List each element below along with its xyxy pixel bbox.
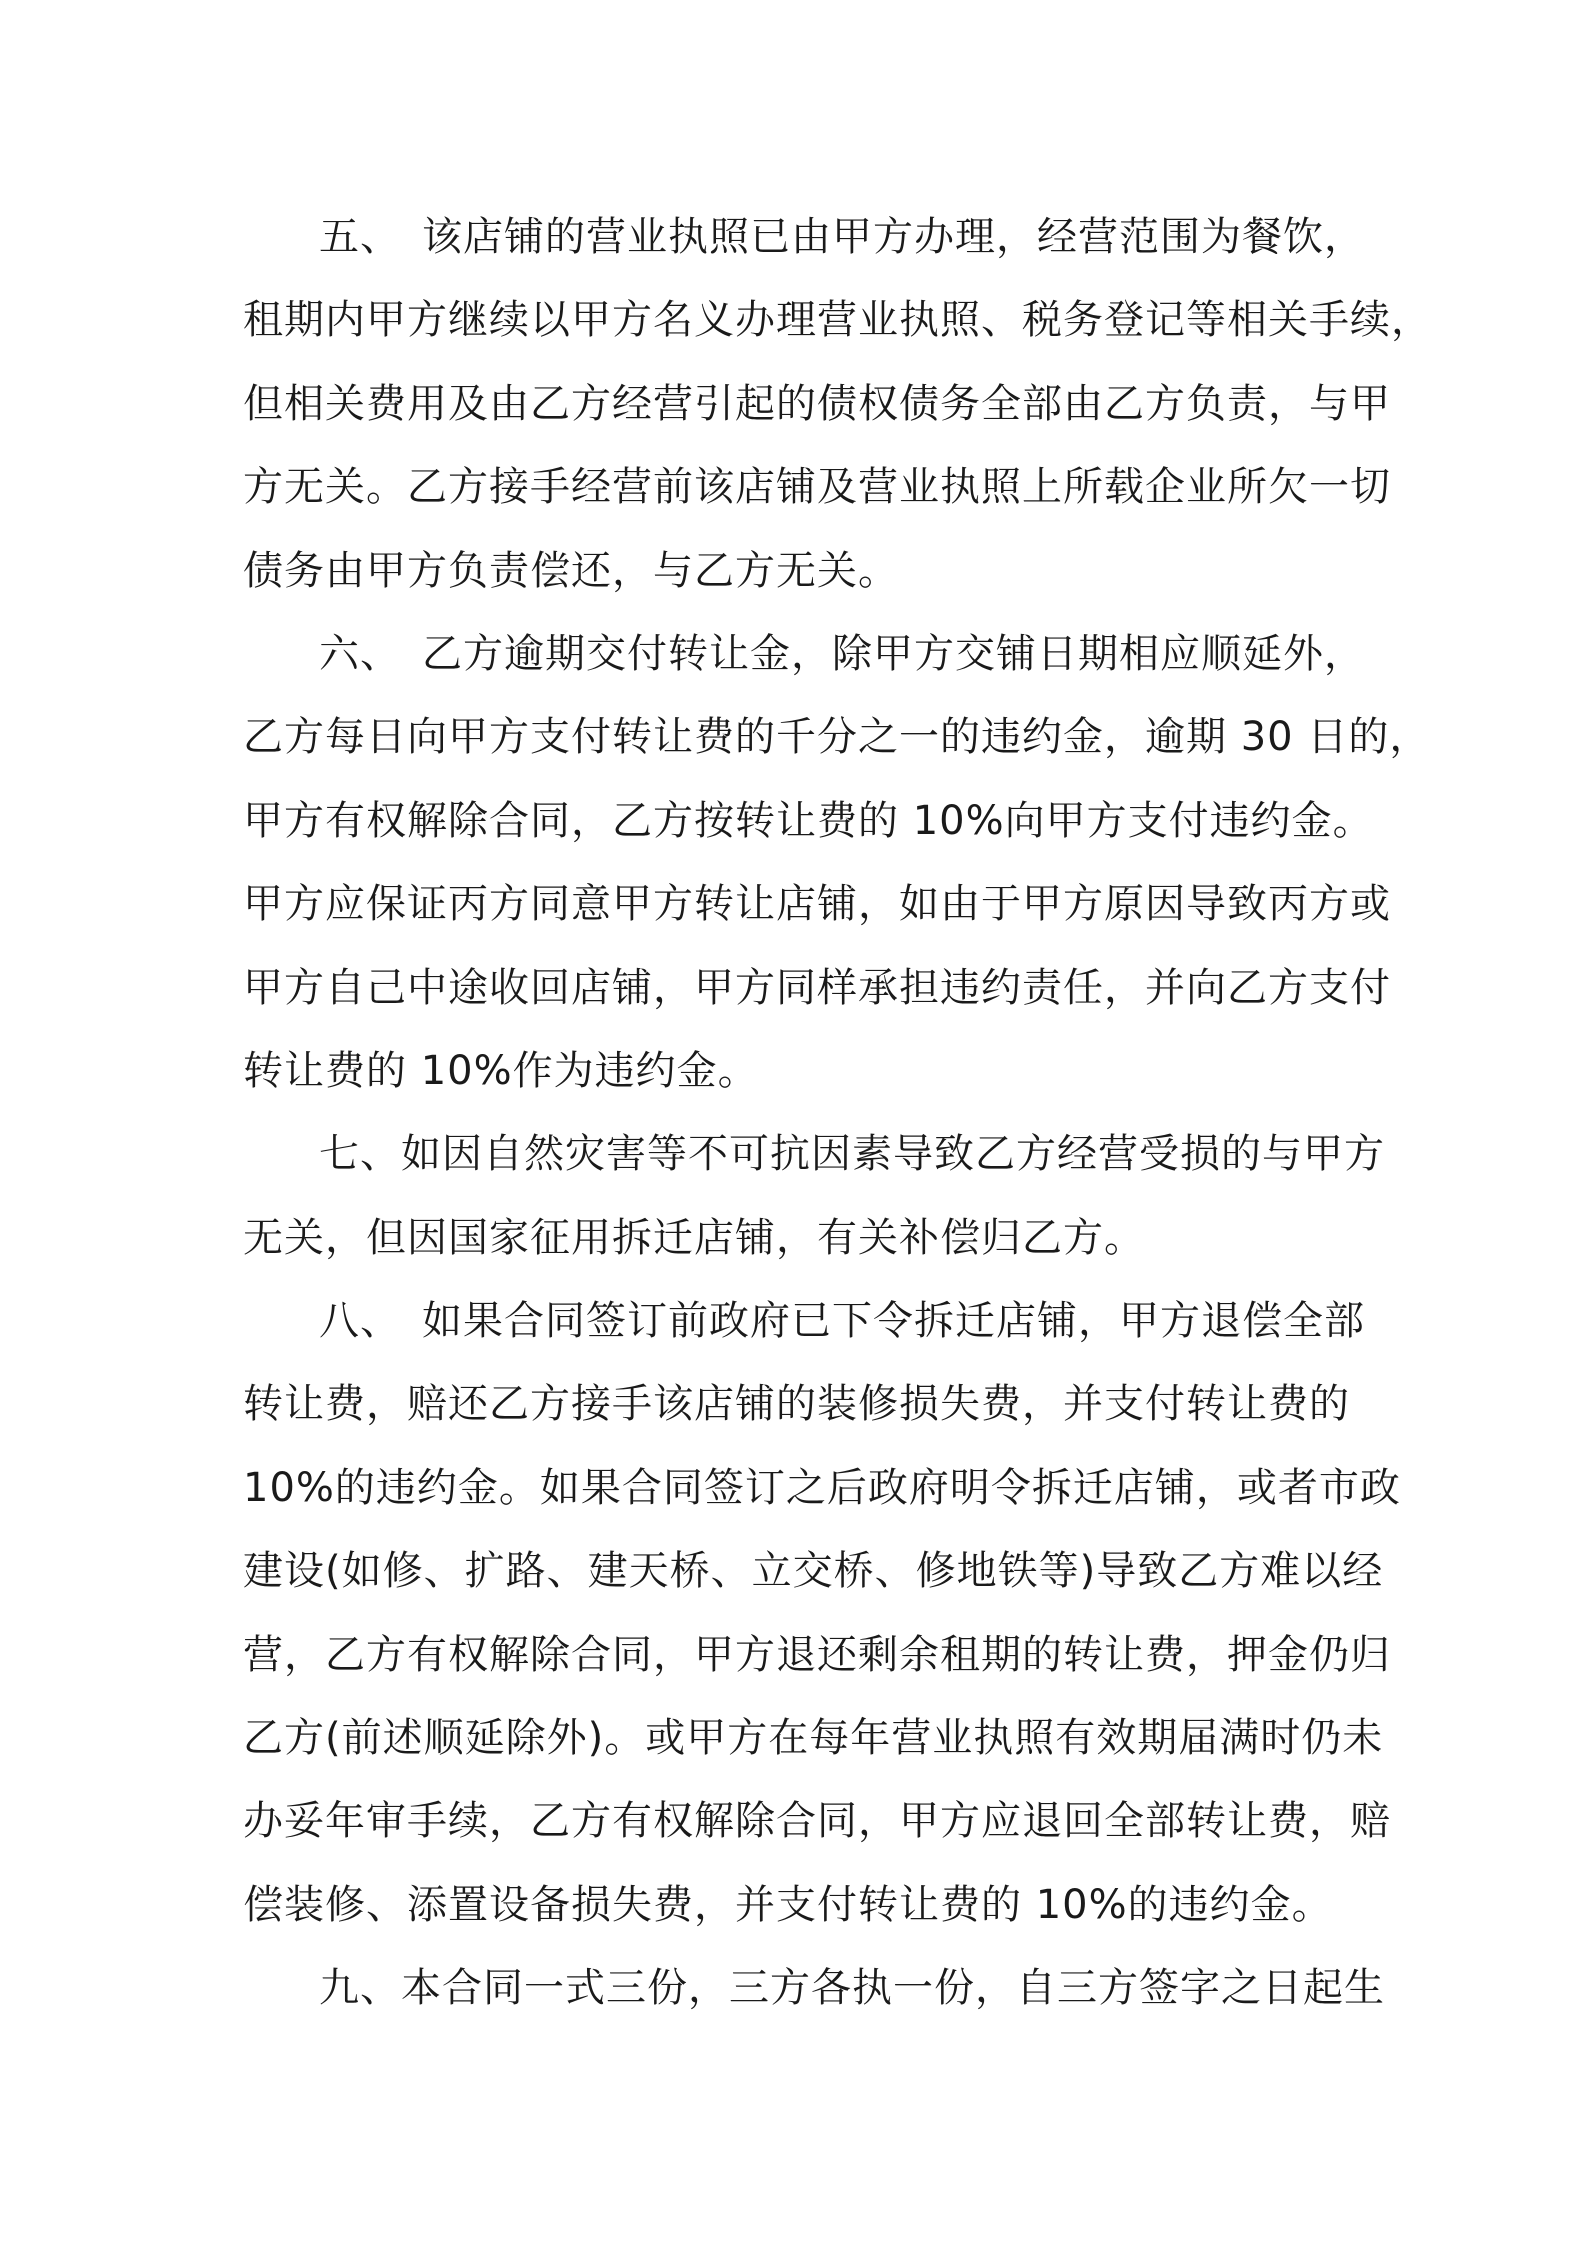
clause-first-line: 八、 如果合同签订前政府已下令拆迁店铺，甲方退偿全部 <box>319 1298 1365 1345</box>
clause-text-line: 转让费，赔还乙方接手该店铺的装修损失费，并支付转让费的 <box>243 1381 1350 1428</box>
clause-text-line: 无关，但因国家征用拆迁店铺，有关补偿归乙方。 <box>243 1214 1145 1261</box>
clause-text-line: 办妥年审手续，乙方有权解除合同，甲方应退回全部转让费，赔 <box>243 1798 1391 1845</box>
clause-text-line: 乙方(前述顺延除外)。或甲方在每年营业执照有效期届满时仍未 <box>243 1715 1384 1762</box>
clause-text-line: 转让费的 10%作为违约金。 <box>243 1047 759 1094</box>
clause-first-line: 六、 乙方逾期交付转让金，除甲方交铺日期相应顺延外， <box>319 630 1365 677</box>
clause-text-line: 甲方应保证丙方同意甲方转让店铺，如由于甲方原因导致丙方或 <box>243 881 1391 928</box>
clause-text-line: 债务由甲方负责偿还，与乙方无关。 <box>243 547 899 594</box>
contract-page <box>243 196 1432 2031</box>
clause-text-line: 建设(如修、扩路、建天桥、立交桥、修地铁等)导致乙方难以经 <box>243 1548 1384 1595</box>
clause-text-line: 营，乙方有权解除合同，甲方退还剩余租期的转让费，押金仍归 <box>243 1631 1391 1678</box>
clause-text-line: 甲方有权解除合同，乙方按转让费的 10%向甲方支付违约金。 <box>243 797 1374 844</box>
clause-text-line: 偿装修、添置设备损失费，并支付转让费的 10%的违约金。 <box>243 1881 1333 1928</box>
clause-text-line: 但相关费用及由乙方经营引起的债权债务全部由乙方负责，与甲 <box>243 380 1391 427</box>
clause-text-line: 方无关。乙方接手经营前该店铺及营业执照上所载企业所欠一切 <box>243 464 1391 511</box>
clause-text-line: 租期内甲方继续以甲方名义办理营业执照、税务登记等相关手续， <box>243 297 1432 344</box>
clause-first-line: 五、 该店铺的营业执照已由甲方办理，经营范围为餐饮， <box>319 214 1365 260</box>
clause-text-line: 10%的违约金。如果合同签订之后政府明令拆迁店铺，或者市政 <box>243 1464 1401 1511</box>
clause-first-line: 七、如因自然灾害等不可抗因素导致乙方经营受损的与甲方 <box>319 1131 1385 1178</box>
clause-text-line: 甲方自己中途收回店铺，甲方同样承担违约责任，并向乙方支付 <box>243 964 1391 1011</box>
clause-text-line: 乙方每日向甲方支付转让费的千分之一的违约金，逾期 30 日的， <box>243 714 1431 761</box>
clause-first-line: 九、本合同一式三份，三方各执一份，自三方签字之日起生 <box>319 1965 1385 2012</box>
